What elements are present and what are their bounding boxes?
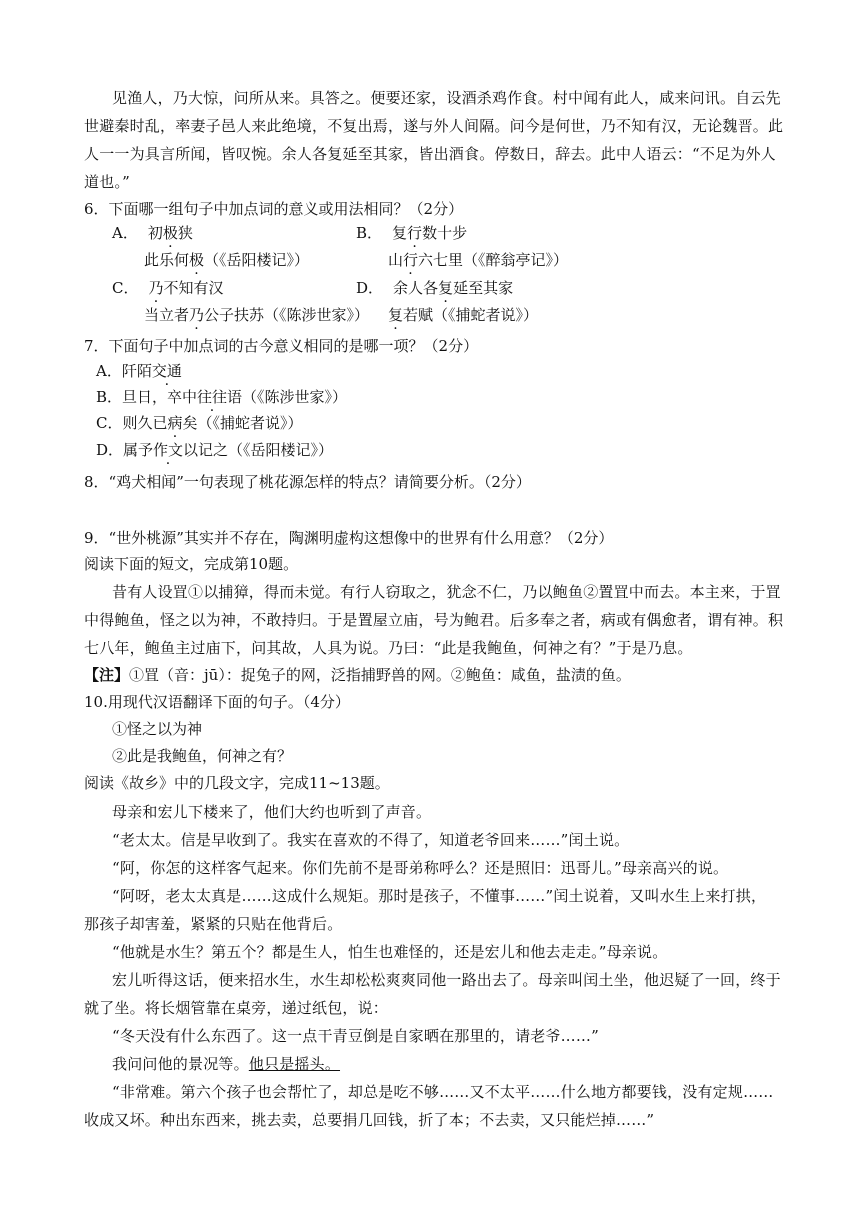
q6-d1-pre: 余人各: [393, 279, 439, 297]
q6-d1-dotted: 复: [438, 279, 454, 297]
q7-d-dotted: 作文: [153, 441, 184, 459]
q10-sentence-1: ①怪之以为神: [112, 720, 203, 738]
q6-a2-dotted: 极: [189, 251, 205, 269]
q7-b-dotted: 往往: [197, 388, 228, 406]
note-text: ①罝（音：jū）：捉兔子的网，泛指捕野兽的网。②鲍鱼：咸鱼，盐渍的鱼。: [129, 666, 631, 684]
q6-a2-pre: 此乐何: [144, 251, 190, 269]
passage3-para-6-line-1: 宏儿听得这话，便来招水生，水生却松松爽爽同他一路出去了。母亲叫闰土坐，他迟疑了一回，终于: [112, 971, 781, 989]
passage3-para-8: [112, 1054, 340, 1074]
q6-option-a-line1: [112, 223, 193, 243]
q7-c-post: 矣（《捕蛇者说》）: [182, 414, 303, 432]
q6-a1-post: 狭: [177, 224, 193, 242]
q6-stem: 6．下面哪一组句子中加点词的意义或用法相同？（2分）: [84, 200, 464, 218]
passage3-para-9-line-2: 收成又坏。种出东西来，挑去卖，总要捐几回钱，折了本；不去卖，又只能烂掉……”: [84, 1111, 655, 1129]
q6-d2-dotted: 复: [388, 306, 404, 324]
q6-a1-pre: 初: [147, 224, 163, 242]
passage2-line-3: 七八年，鲍鱼主过庙下，问其故，人具为说。乃曰：“此是我鲍鱼，何神之有？”于是乃息。: [84, 639, 693, 657]
q6-c2-pre: 当立者: [144, 306, 190, 324]
passage3-para-6-line-2: 就了坐。将长烟管靠在桌旁，递过纸包，说：: [84, 999, 389, 1017]
read-instruction-11: 阅读《故乡》中的几段文字，完成11~13题。: [84, 774, 390, 792]
q6-option-b-line1: [356, 223, 467, 243]
q6-b-label: B．: [356, 224, 383, 242]
note-label: 【注】: [84, 666, 130, 684]
q6-option-a-line2: [144, 250, 309, 270]
passage1-line-1: 见渔人，乃大惊，问所从来。具答之。便要还家，设酒杀鸡作食。村中闻有此人，咸来问讯。自云先: [112, 89, 781, 107]
q6-c-label: C．: [112, 279, 139, 297]
q6-b1-pre: 复: [392, 224, 408, 242]
q7-a-pre: A．阡陌: [96, 362, 152, 380]
passage1-line-4: 道也。”: [84, 173, 130, 191]
q7-c-pre: C．则久已: [96, 414, 168, 432]
q10-stem: 10.用现代汉语翻译下面的句子。（4分）: [84, 693, 350, 711]
passage3-para-1: 母亲和宏儿下楼来了，他们大约也听到了声音。: [112, 803, 432, 821]
q6-a-label: A．: [112, 224, 138, 242]
q7-option-b: [96, 387, 347, 407]
q7-stem: 7．下面句子中加点词的古今意义相同的是哪一项？（2分）: [84, 337, 479, 355]
q6-c2-post: 公子扶苏（《陈涉世家》）: [204, 306, 370, 324]
q6-b1-post: 数十步: [422, 224, 468, 242]
q6-option-c-line2: [144, 305, 369, 325]
passage3-para-9-line-1: “非常难。第六个孩子也会帮忙了，却总是吃不够……又不太平……什么地方都要钱，没有定规……: [112, 1083, 774, 1101]
q6-d2-post: 若赋（《捕蛇者说》）: [403, 306, 539, 324]
passage2-line-2: 中得鲍鱼，怪之以为神，不敢持归。于是置屋立庙，号为鲍君。后多奉之者，病或有偶愈者，谓有神。积: [84, 611, 784, 629]
passage1-line-3: 人一一为具言所闻，皆叹惋。余人各复延至其家，皆出酒食。停数日，辞去。此中人语云：“不足为外人: [84, 145, 776, 163]
q6-option-d-line2: [388, 305, 538, 325]
q6-option-d-line1: [356, 278, 513, 298]
underlined-sentence: 他只是摇头。: [248, 1055, 341, 1073]
q7-c-dotted: 病: [167, 414, 183, 432]
q6-a2-post: （《岳阳楼记》）: [204, 251, 310, 269]
q7-option-a: [96, 361, 182, 381]
q6-c1-post: 不知有汉: [163, 279, 224, 297]
passage3-para-8-text: 我问问他的景况等。: [112, 1055, 249, 1073]
q6-b2-post: 六七里（《醉翁亭记》）: [418, 251, 569, 269]
q7-b-post: 语（《陈涉世家》）: [227, 388, 348, 406]
passage3-para-4-line-1: “阿呀，老太太真是……这成什么规矩。那时是孩子，不懂事……”闰土说着，又叫水生上来打拱，: [112, 887, 767, 905]
q9-stem: 9．“世外桃源”其实并不存在，陶渊明虚构这想像中的世界有什么用意？（2分）: [84, 529, 614, 547]
passage1-line-2: 世避秦时乱，率妻子邑人来此绝境，不复出焉，遂与外人间隔。问今是何世，乃不知有汉，无论魏晋。此: [84, 117, 784, 135]
q6-c2-dotted: 乃: [189, 306, 205, 324]
q10-sentence-2: ②此是我鲍鱼，何神之有？: [112, 747, 293, 765]
passage3-para-2: “老太太。信是早收到了。我实在喜欢的不得了，知道老爷回来……”闰土说。: [112, 831, 630, 849]
q7-b-pre: B．旦日，卒中: [96, 388, 198, 406]
passage3-para-3: “阿，你怎的这样客气起来。你们先前不是哥弟称呼么？还是照旧：迅哥儿。”母亲高兴的说。: [112, 859, 729, 877]
q7-d-post: 以记之（《岳阳楼记》）: [183, 441, 334, 459]
passage3-para-7: “冬天没有什么东西了。这一点干青豆倒是自家晒在那里的，请老爷……”: [112, 1027, 599, 1045]
q6-c1-dotted: 乃: [148, 279, 164, 297]
q6-option-b-line2: [388, 250, 568, 270]
q6-option-c-line1: [112, 278, 224, 298]
passage3-para-4-line-2: 那孩子却害羞，紧紧的只贴在他背后。: [84, 915, 343, 933]
q6-d1-post: 延至其家: [453, 279, 514, 297]
q6-b2-dotted: 行: [403, 251, 419, 269]
q7-a-dotted: 交通: [151, 362, 182, 380]
q6-b2-pre: 山: [388, 251, 404, 269]
q6-b1-dotted: 行: [407, 224, 423, 242]
q8-stem: 8．“鸡犬相闻”一句表现了桃花源怎样的特点？请简要分析。（2分）: [84, 473, 531, 491]
q6-d-label: D．: [356, 279, 384, 297]
q7-d-pre: D．属予: [96, 441, 154, 459]
passage2-line-1: 昔有人设罝①以捕獐，得而未觉。有行人窃取之，犹念不仁，乃以鲍鱼②置罝中而去。本主来，于罝: [112, 583, 781, 601]
q7-option-c: [96, 413, 303, 433]
read-instruction-10: 阅读下面的短文，完成第10题。: [84, 555, 299, 573]
q6-a1-dotted: 极: [162, 224, 178, 242]
q7-option-d: [96, 440, 333, 460]
annotation-note: [84, 665, 631, 685]
passage3-para-5: “他就是水生？第五个？都是生人，怕生也难怪的，还是宏儿和他去走走。”母亲说。: [112, 943, 668, 961]
